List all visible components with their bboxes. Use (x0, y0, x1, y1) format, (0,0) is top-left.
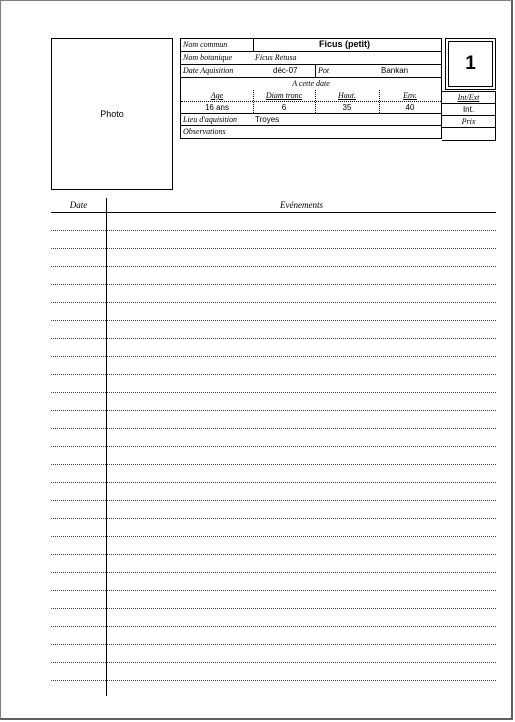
info-table (180, 38, 442, 139)
row-place (181, 114, 441, 126)
log-line (51, 608, 496, 610)
log-header-rule (51, 212, 496, 213)
row-botanical-name (181, 52, 441, 65)
photo-box (51, 38, 173, 190)
row-acquisition (181, 65, 441, 78)
log-line (51, 482, 496, 484)
tree-number: 1 (448, 41, 493, 87)
log-line (51, 644, 496, 646)
botanical-name-label: Nom botanique (183, 53, 233, 62)
age-value: 16 ans (204, 103, 230, 112)
log-line (51, 464, 496, 466)
log-line (51, 572, 496, 574)
date-header: Date (69, 200, 88, 210)
log-line (51, 680, 496, 682)
log-line (51, 266, 496, 268)
side-table (442, 91, 496, 141)
age-label: Age (210, 91, 224, 100)
intext-value: Int. (442, 104, 495, 116)
observations-label: Observations (183, 127, 226, 136)
intext-label: Int/Ext (442, 92, 495, 104)
log-line (51, 338, 496, 340)
trunk-value: 6 (281, 103, 287, 112)
trunk-label: Diam tronc (265, 91, 303, 100)
row-measure-labels (181, 90, 441, 102)
events-header: Evénements (280, 200, 323, 210)
price-value (442, 128, 495, 140)
log-line (51, 230, 496, 232)
photo-label: Photo (100, 109, 124, 119)
log-line (51, 446, 496, 448)
log-line (51, 374, 496, 376)
log-header (51, 198, 496, 213)
log-line (51, 302, 496, 304)
height-value: 35 (342, 103, 352, 112)
log-line (51, 410, 496, 412)
at-date-label: A cette date (292, 79, 330, 88)
log-line (51, 284, 496, 286)
common-name-value: Ficus (petit) (319, 39, 370, 49)
row-at-date (181, 78, 441, 90)
place-value: Troyes (255, 115, 280, 124)
log-line (51, 590, 496, 592)
spread-value: 40 (405, 103, 415, 112)
row-common-name (181, 39, 441, 52)
height-label: Haut. (338, 91, 356, 100)
log-line (51, 320, 496, 322)
log-line (51, 392, 496, 394)
botanical-name-value: Ficus Retusa (255, 53, 297, 62)
spread-label: Env. (403, 91, 417, 100)
log-line (51, 662, 496, 664)
acq-date-label: Date Aquisition (183, 66, 234, 75)
log-line (51, 626, 496, 628)
log-line (51, 356, 496, 358)
acq-date-value: déc-07 (273, 66, 298, 75)
number-box (445, 38, 496, 90)
pot-label: Pot (318, 66, 330, 75)
log-line (51, 248, 496, 250)
place-label: Lieu d'aquisition (183, 115, 237, 124)
log-line (51, 536, 496, 538)
row-measure-values (181, 102, 441, 114)
common-name-label: Nom commun (183, 40, 228, 49)
row-observations (181, 126, 441, 138)
log-line (51, 428, 496, 430)
log-line (51, 554, 496, 556)
log-line (51, 500, 496, 502)
pot-value: Bankan (381, 66, 409, 75)
price-label: Prix (442, 116, 495, 128)
log-line (51, 518, 496, 520)
